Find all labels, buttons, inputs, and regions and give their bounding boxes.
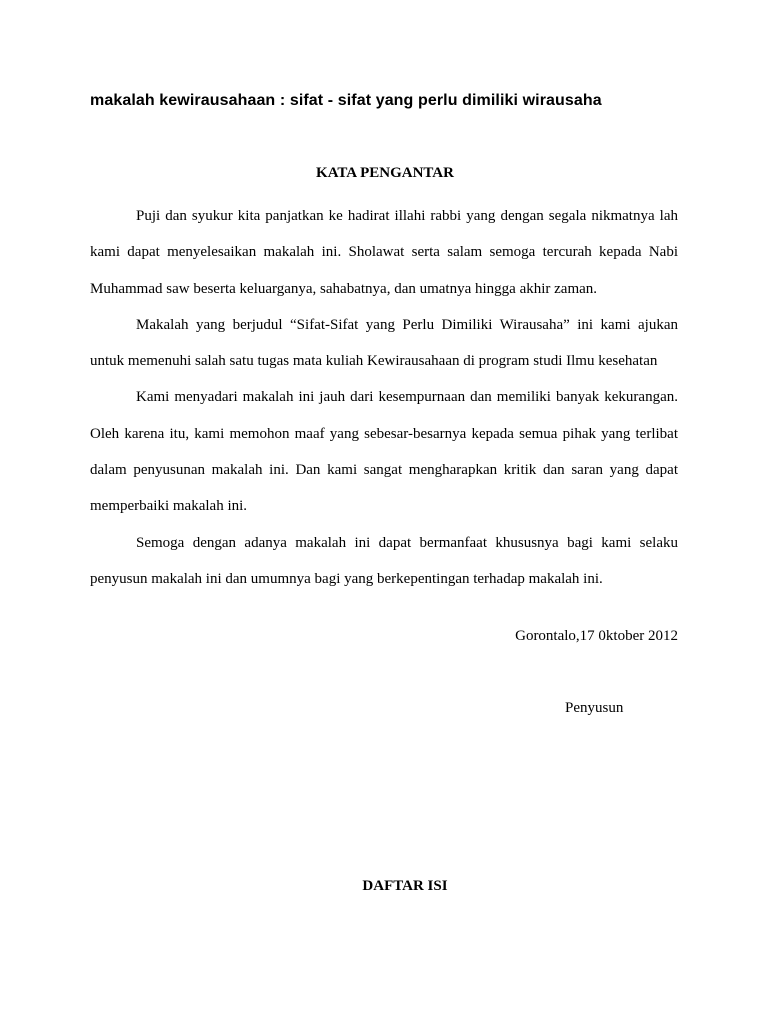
preface-body <box>90 198 678 597</box>
preface-paragraph: Puji dan syukur kita panjatkan ke hadirat illahi rabbi yang dengan segala nikmatnya lah kami dapat menyelesaikan makalah ini. Sholawat serta salam semoga tercurah kepada Nabi Muhammad saw beserta keluarganya, sahabatnya, dan umatnya hingga akhir zaman. <box>90 208 678 297</box>
preface-heading: KATA PENGANTAR <box>316 165 454 181</box>
document-title: makalah kewirausahaan : sifat - sifat yang perlu dimiliki wirausaha <box>90 92 602 109</box>
toc-heading: DAFTAR ISI <box>362 878 448 894</box>
place-and-date: Gorontalo,17 0ktober 2012 <box>515 628 678 644</box>
author-signature-label: Penyusun <box>565 700 624 716</box>
preface-paragraph: Kami menyadari makalah ini jauh dari kesempurnaan dan memiliki banyak kekurangan. Oleh karena itu, kami memohon maaf yang sebesar-besarnya kepada semua pihak yang terlibat dalam penyusunan makalah ini. Dan kami sangat mengharapkan kritik dan saran yang dapat memperbaiki makalah ini. <box>90 389 678 515</box>
preface-paragraph: Semoga dengan adanya makalah ini dapat bermanfaat khususnya bagi kami selaku penyusun makalah ini dan umumnya bagi yang berkepentingan terhadap makalah ini. <box>90 534 678 587</box>
preface-paragraph: Makalah yang berjudul “Sifat-Sifat yang Perlu Dimiliki Wirausaha” ini kami ajukan untuk memenuhi salah satu tugas mata kuliah Kewirausahaan di program studi Ilmu kesehatan <box>90 316 678 370</box>
